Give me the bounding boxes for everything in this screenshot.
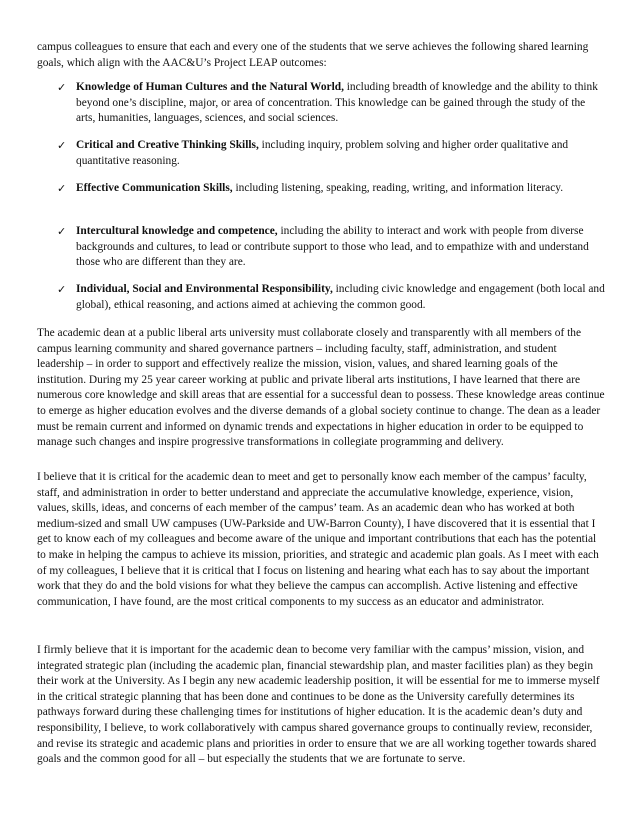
outcome-term: Effective Communication Skills, [76,182,233,194]
outcome-text [76,224,605,271]
outcome-term: Critical and Creative Thinking Skills, [76,139,259,151]
checkmark-icon: ✓ [57,182,67,195]
outcome-description: including the ability to interact and work with people from diverse backgrounds and cultures, to lead or contribute support to those who lead, and to empathize with and understand those who are different than they are. [76,225,589,269]
outcome-item-communication [57,181,605,197]
outcome-description: including inquiry, problem solving and higher order qualitative and quantitative reasoning. [76,139,569,167]
outcome-text [76,282,605,313]
intro-paragraph: campus colleagues to ensure that each and every one of the students that we serve achieves the following shared learning goals, which align with the AAC&U’s Project LEAP outcomes: [37,41,589,69]
body-paragraph-dean-role: The academic dean at a public liberal arts university must collaborate closely and transparently with all members of the campus learning community and shared governance partners – including faculty, staff, administration, and student leadership – in order to support and effectively realize the mission, vision, values, and shared learning goals of the institution. During my 25 year career working at public and private liberal arts institutions, I have learned that there are numerous core knowledge and skill areas that are essential for a successful dean to possess. These knowledge areas continue to emerge as higher education evolves and the diverse demands of a global society continue to change. The dean as a leader must be remain current and informed on dynamic trends and expectations in higher education in order to be equipped to manage such changes and inspire progressive transformations in collegiate programming and delivery. [37,327,605,449]
checkmark-icon: ✓ [57,81,67,94]
outcome-item-critical-thinking [57,138,605,169]
checkmark-icon: ✓ [57,225,67,238]
outcome-item-intercultural [57,224,605,271]
outcome-description: including listening, speaking, reading, writing, and information literacy. [232,182,564,194]
outcome-item-human-cultures [57,80,605,127]
body-paragraph-strategic-plan: I firmly believe that it is important for the academic dean to become very familiar with the campus’ mission, vision, and integrated strategic plan (including the academic plan, financial stewardship plan, and master facilities plan) as they begin their work at the University. As I begin any new academic leadership position, it will be essential for me to immerse myself in the critical strategic planning that has been done and continues to be done as the University carefully determines its pathways forward during these challenging times for institutions of higher education. It is the academic dean’s duty and responsibility, I believe, to work collaboratively with campus shared governance groups to continually review, reconsider, and revise its strategic and academic plans and priorities in order to ensure that we are all working together towards shared goals and the common good for all – but especially the students that we are fortunate to serve. [37,644,600,766]
outcome-term: Individual, Social and Environmental Responsibility, [76,283,333,295]
checkmark-icon: ✓ [57,139,67,152]
outcome-description: including civic knowledge and engagement (both local and global), ethical reasoning, and actions aimed at achieving the common good. [76,283,605,311]
outcome-text [76,181,605,197]
outcome-term: Knowledge of Human Cultures and the Natural World, [76,81,344,93]
outcome-text [76,80,605,127]
body-paragraph-colleagues: I believe that it is critical for the academic dean to meet and get to personally know each member of the campus’ faculty, staff, and administration in order to better understand and appreciate the accumulative knowledge, experience, vision, values, skills, ideas, and concerns of each member of the campus’ team. As an academic dean who has worked at both medium-sized and small UW campuses (UW-Parkside and UW-Barron County), I have discovered that it is essential that I get to know each of my colleagues and become aware of the unique and important contributions that each has the potential to make in helping the campus to achieve its mission, priorities, and strategic and academic plan goals. As I meet with each of my colleagues, I believe that it is critical that I focus on listening and hearing what each has to say about the important work that they do and the bold visions for what they believe the campus can accomplish. Active listening and effective communication, I have found, are the most critical components to my success as an educator and administrator. [37,471,599,608]
outcome-term: Intercultural knowledge and competence, [76,225,278,237]
outcome-text [76,138,605,169]
outcome-item-responsibility [57,282,605,313]
outcome-description: including breadth of knowledge and the ability to think beyond one’s discipline, major, or area of concentration. This knowledge can be gained through the study of the arts, humanities, languages, sciences, and social sciences. [76,81,598,125]
checkmark-icon: ✓ [57,283,67,296]
